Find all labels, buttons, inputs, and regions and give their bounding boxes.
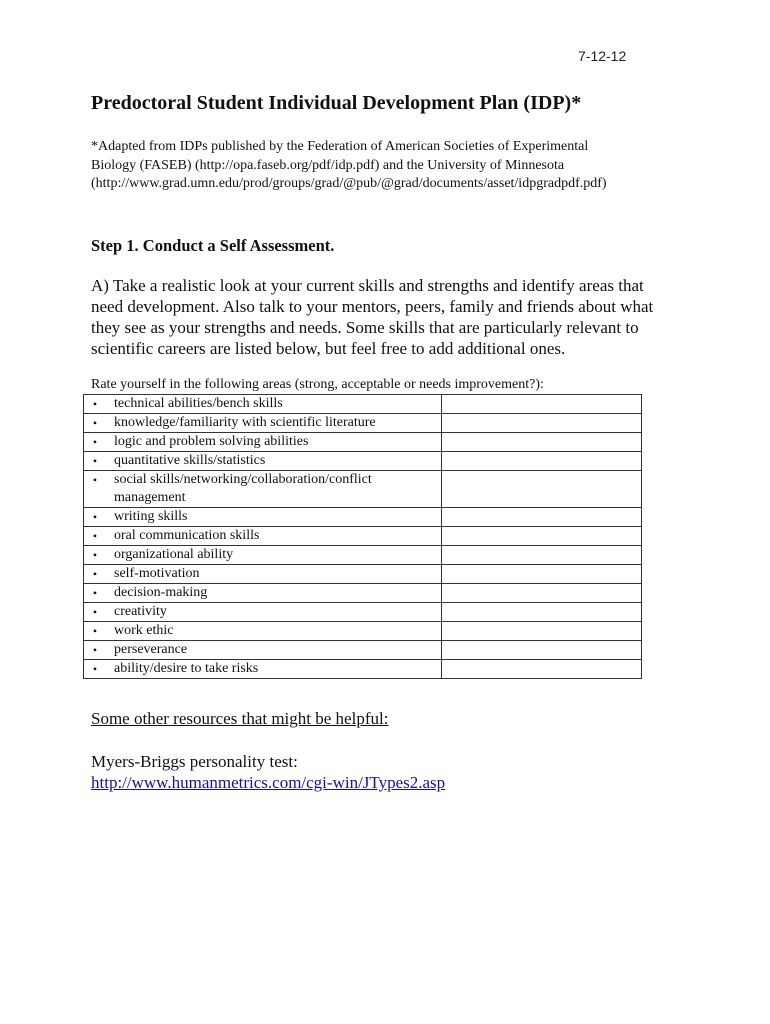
- table-row: [84, 452, 642, 471]
- skill-label: work ethic: [114, 623, 174, 638]
- table-row: [84, 508, 642, 527]
- rating-cell[interactable]: [441, 565, 641, 584]
- skill-label: technical abilities/bench skills: [114, 396, 283, 411]
- bullet-icon: •: [92, 605, 98, 619]
- intro-line: they see as your strengths and needs. Some skills that are particularly relevant to: [91, 318, 639, 337]
- attribution-line: Biology (FASEB) (http://opa.faseb.org/pdf/idp.pdf) and the University of Minnesota: [91, 157, 565, 173]
- rating-cell[interactable]: [441, 508, 641, 527]
- bullet-icon: •: [92, 548, 98, 562]
- table-row: [84, 622, 642, 641]
- rating-cell[interactable]: [441, 660, 641, 679]
- table-row: [84, 603, 642, 622]
- skill-cell: [84, 508, 442, 527]
- skill-cell: [84, 452, 442, 471]
- bullet-icon: •: [92, 586, 98, 600]
- rating-cell[interactable]: [441, 546, 641, 565]
- skill-cell: [84, 527, 442, 546]
- skill-cell: [84, 395, 442, 414]
- skill-label-line: social skills/networking/collaboration/conflict: [114, 472, 372, 487]
- skill-cell: [84, 584, 442, 603]
- step1-intro: [91, 275, 691, 359]
- rating-cell[interactable]: [441, 452, 641, 471]
- bullet-icon: •: [92, 624, 98, 638]
- skill-cell: [84, 565, 442, 584]
- skill-cell: [84, 414, 442, 433]
- document-title: Predoctoral Student Individual Development Plan (IDP)*: [91, 92, 582, 114]
- rating-cell[interactable]: [441, 622, 641, 641]
- table-row: [84, 546, 642, 565]
- skill-cell: [84, 546, 442, 565]
- skill-label: quantitative skills/statistics: [114, 453, 266, 468]
- resource-label: Myers-Briggs personality test:: [91, 752, 298, 771]
- intro-line: scientific careers are listed below, but feel free to add additional ones.: [91, 339, 566, 358]
- skill-cell: [84, 603, 442, 622]
- bullet-icon: •: [92, 397, 98, 411]
- rate-instructions: Rate yourself in the following areas (strong, acceptable or needs improvement?):: [91, 377, 544, 392]
- table-row: [84, 433, 642, 452]
- rating-cell[interactable]: [441, 641, 641, 660]
- rating-cell[interactable]: [441, 603, 641, 622]
- table-row: [84, 395, 642, 414]
- bullet-icon: •: [92, 567, 98, 581]
- rating-cell[interactable]: [441, 395, 641, 414]
- bullet-icon: •: [92, 454, 98, 468]
- skill-label: decision-making: [114, 585, 208, 600]
- skill-label: writing skills: [114, 509, 188, 524]
- table-row: [84, 414, 642, 433]
- table-row: [84, 565, 642, 584]
- bullet-icon: •: [92, 643, 98, 657]
- skill-cell: [84, 433, 442, 452]
- skill-cell: [84, 622, 442, 641]
- bullet-icon: •: [92, 416, 98, 430]
- skill-cell: [84, 471, 442, 508]
- intro-line: need development. Also talk to your mentors, peers, family and friends about what: [91, 297, 654, 316]
- bullet-icon: •: [92, 473, 98, 487]
- rating-cell[interactable]: [441, 527, 641, 546]
- skills-rating-table: [83, 394, 642, 679]
- bullet-icon: •: [92, 435, 98, 449]
- table-row: [84, 471, 642, 508]
- attribution-note: [91, 138, 681, 194]
- skill-label-line: management: [114, 490, 186, 505]
- bullet-icon: •: [92, 529, 98, 543]
- skill-cell: [84, 660, 442, 679]
- skill-label: creativity: [114, 604, 167, 619]
- table-row: [84, 641, 642, 660]
- rating-cell[interactable]: [441, 584, 641, 603]
- document-date: 7-12-12: [578, 48, 627, 64]
- skill-label: knowledge/familiarity with scientific literature: [114, 415, 376, 430]
- skill-label: perseverance: [114, 642, 188, 657]
- skill-label: oral communication skills: [114, 528, 260, 543]
- skill-label: logic and problem solving abilities: [114, 434, 309, 449]
- bullet-icon: •: [92, 662, 98, 676]
- intro-line: A) Take a realistic look at your current skills and strengths and identify areas that: [91, 276, 644, 295]
- skill-cell: [84, 641, 442, 660]
- bullet-icon: •: [92, 510, 98, 524]
- attribution-line: (http://www.grad.umn.edu/prod/groups/grad/@pub/@grad/documents/asset/idpgradpdf.pdf): [91, 176, 607, 191]
- skill-label: ability/desire to take risks: [114, 661, 259, 676]
- skill-label: self-motivation: [114, 566, 200, 581]
- table-row: [84, 527, 642, 546]
- rating-cell[interactable]: [441, 433, 641, 452]
- step1-heading: Step 1. Conduct a Self Assessment.: [91, 236, 335, 255]
- rating-cell[interactable]: [441, 471, 641, 508]
- table-row: [84, 584, 642, 603]
- skill-label: [106, 471, 441, 507]
- myers-briggs-link[interactable]: http://www.humanmetrics.com/cgi-win/JTypes2.asp: [91, 773, 446, 792]
- attribution-line: *Adapted from IDPs published by the Federation of American Societies of Experimental: [91, 139, 589, 154]
- rating-cell[interactable]: [441, 414, 641, 433]
- skill-label: organizational ability: [114, 547, 234, 562]
- resources-heading: Some other resources that might be helpful:: [91, 709, 389, 728]
- table-row: [84, 660, 642, 679]
